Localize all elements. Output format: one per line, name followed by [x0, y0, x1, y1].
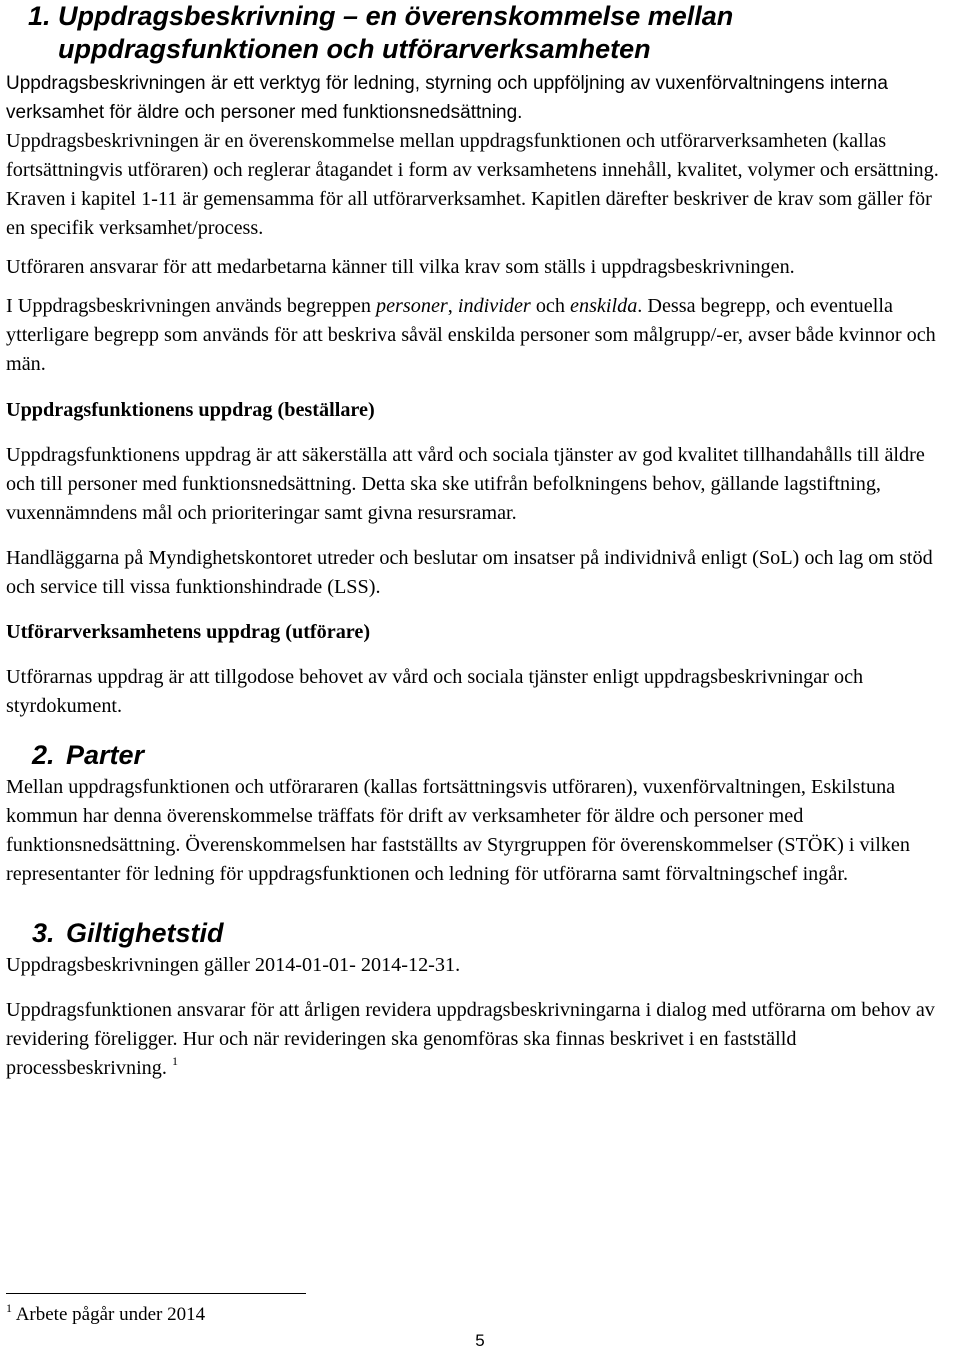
section-1-para-3: [6, 292, 954, 379]
footnote-divider: [6, 1293, 306, 1294]
section-3-heading: [6, 915, 954, 951]
subsection-beställare-para-2: Handläggarna på Myndighetskontoret utreder och beslutar om insatser på individnivå enligt (SoL) och lag om stöd och service till vissa funktionshindrade (LSS).: [6, 547, 933, 598]
term-individer: individer: [457, 295, 531, 317]
para-3-text: . Dessa begrepp, och eventuella ytterligare begrepp som används för att beskriva såväl enskilda personer som målgrupp/-er, avser både kvinnor och män.: [6, 295, 936, 375]
section-1-title: Uppdragsbeskrivning – en överenskommelse mellan uppdragsfunktionen och utförarverksamheten: [58, 1, 734, 64]
term-enskilda: enskilda: [570, 295, 638, 317]
subsection-utförare-heading: Utförarverksamhetens uppdrag (utförare): [6, 621, 371, 643]
footnote-text: Arbete pågår under 2014: [12, 1304, 206, 1325]
section-3-para-2-text: Uppdragsfunktionen ansvarar för att årligen revidera uppdragsbeskrivningarna i dialog med utförarna om behov av revidering föreligger. Hur och när revideringen ska genomföras ska finnas beskrivet i en fastställd processbeskrivning.: [6, 999, 935, 1079]
section-2-heading: [6, 737, 954, 773]
footnote-marker: 1: [6, 1301, 12, 1315]
section-3-para-1: Uppdragsbeskrivningen gäller 2014-01-01- 2014-12-31.: [6, 954, 461, 976]
footnote-reference[interactable]: 1: [171, 1054, 178, 1068]
section-3-para-2: [6, 996, 954, 1083]
page-number: 5: [475, 1331, 485, 1350]
section-3-number: 3.: [32, 918, 55, 948]
section-1-para-2: Utföraren ansvarar för att medarbetarna känner till vilka krav som ställs i uppdragsbeskrivningen.: [6, 256, 795, 278]
document-page: [6, 0, 954, 1083]
section-3-title: Giltighetstid: [66, 918, 224, 948]
section-2-para-1: Mellan uppdragsfunktionen och utförararen (kallas fortsättningsvis utföraren), vuxenförvaltningen, Eskilstuna kommun har denna överenskommelse träffats för drift av verksamheter för äldre och personer med funktionsnedsättning. Överenskommelsen har fastställts av Styrgruppen för överenskommelser (STÖK) i vilken representanter för ledning för uppdragsfunktionen och ledning för utförarna samt förvaltningschef ingår.: [6, 776, 910, 885]
para-3-separator: ,: [447, 295, 458, 317]
section-1-para-1: Uppdragsbeskrivningen är en överenskommelse mellan uppdragsfunktionen och utförarverksamheten (kallas fortsättningvis utföraren) och reglerar åtagandet i form av verksamhetens innehåll, kvalitet, volymer och ersättning. Kraven i kapitel 1-11 är gemensamma för all utförarverksamhet. Kapitlen därefter beskriver de krav som gäller för en specifik verksamhet/process.: [6, 130, 939, 239]
para-3-text: I Uppdragsbeskrivningen används begreppen: [6, 295, 376, 317]
para-3-separator: och: [530, 295, 571, 317]
section-1-heading: [6, 0, 954, 66]
section-2-title: Parter: [66, 740, 145, 770]
subsection-utförare-para-1: Utförarnas uppdrag är att tillgodose behovet av vård och sociala tjänster enligt uppdragsbeskrivningar och styrdokument.: [6, 666, 864, 717]
term-personer: personer: [376, 295, 448, 317]
section-1-intro: Uppdragsbeskrivningen är ett verktyg för ledning, styrning och uppföljning av vuxenförvaltningens interna verksamhet för äldre och personer med funktionsnedsättning.: [6, 73, 888, 123]
footnote: [6, 1303, 205, 1327]
subsection-beställare-heading: Uppdragsfunktionens uppdrag (beställare): [6, 399, 375, 421]
section-1-number: 1.: [28, 1, 51, 31]
section-2-number: 2.: [32, 740, 55, 770]
subsection-beställare-para-1: Uppdragsfunktionens uppdrag är att säkerställa att vård och sociala tjänster av god kvalitet tillhandahålls till äldre och till personer med funktionsnedsättning. Detta ska ske utifrån befolkningens behov, gällande lagstiftning, vuxennämndens mål och prioriteringar samt givna resursramar.: [6, 444, 925, 524]
